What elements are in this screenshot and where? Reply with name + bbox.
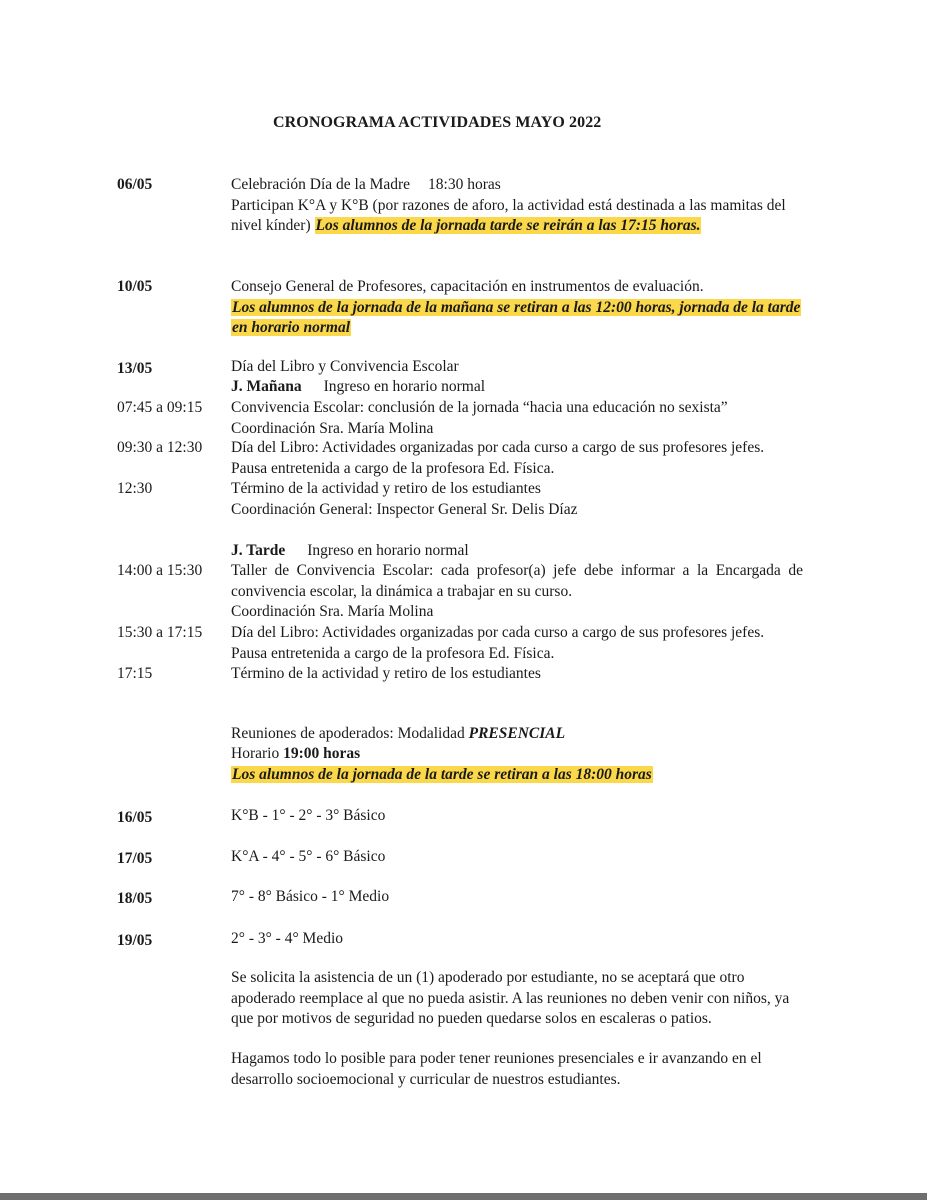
afternoon-shift-text: Ingreso en horario normal [307,542,469,559]
afternoon-activity-1 [231,561,803,623]
morning-activity-1-coord: Coordinación Sra. María Molina [231,419,434,437]
meeting-levels: 7° - 8° Básico - 1° Medio [231,888,390,905]
afternoon-shift [231,541,803,562]
morning-activity-1 [231,398,803,439]
scan-bottom-edge [0,1193,927,1200]
morning-activity-2: Día del Libro: Actividades organizadas por cada curso a cargo de sus profesores jefes. Pausa entretenida a cargo de la profesora Ed. Física. [231,439,765,477]
meeting-levels: 2° - 3° - 4° Medio [231,930,344,947]
event-06-05-name: Celebración Día de la Madre [231,176,411,193]
meeting-levels: K°B - 1° - 2° - 3° Básico [231,807,386,824]
morning-activity-3-text: Término de la actividad y retiro de los estudiantes [231,480,541,497]
meeting-date: 16/05 [117,809,153,826]
morning-shift-label: J. Mañana [231,378,302,395]
afternoon-activity-1-text: Taller de Convivencia Escolar: cada profesor(a) jefe debe informar a la Encargada de convivencia escolar, la dinámica a trabajar en su curso. [231,562,803,600]
morning-time-1: 07:45 a 09:15 [117,399,203,416]
meetings-closing: Hagamos todo lo posible para poder tener reuniones presenciales e ir avanzando en el desarrollo socioemocional y curricular de nuestros estudiantes. [231,1050,762,1088]
meetings-schedule-time: 19:00 horas [283,745,361,762]
afternoon-time-1: 14:00 a 15:30 [117,562,203,579]
meetings-note: Se solicita la asistencia de un (1) apoderado por estudiante, no se aceptará que otro apoderado reemplace al que no pueda asistir. A las reuniones no deben venir con niños, ya que por motivos de seguridad no pueden quedarse solos en escaleras o patios. [231,969,790,1027]
morning-activity-3 [231,479,803,520]
date-13-05: 13/05 [117,360,153,377]
meetings-highlight: Los alumnos de la jornada de la tarde se retiran a las 18:00 horas [232,766,652,783]
meetings-intro [231,724,803,745]
event-06-05-time: 18:30 horas [428,176,501,193]
morning-activity-1-text: Convivencia Escolar: conclusión de la jornada “hacia una educación no sexista” [231,399,728,416]
morning-shift-text: Ingreso en horario normal [323,378,486,395]
afternoon-activity-2: Día del Libro: Actividades organizadas por cada curso a cargo de sus profesores jefes. Pausa entretenida a cargo de la profesora Ed. Física. [231,624,765,662]
afternoon-time-2: 15:30 a 17:15 [117,624,203,641]
meetings-modality: PRESENCIAL [468,725,566,742]
event-06-05-highlight: Los alumnos de la jornada tarde se reirán a las 17:15 horas. [315,217,701,234]
morning-activity-3-coord: Coordinación General: Inspector General Sr. Delis Díaz [231,500,578,518]
event-10-05-body [231,298,803,339]
event-13-05-title: Día del Libro y Convivencia Escolar [231,358,459,375]
event-10-05-highlight: Los alumnos de la jornada de la mañana se retiran a las 12:00 horas, jornada de la tarde en horario normal [232,298,801,336]
morning-time-2: 09:30 a 12:30 [117,439,203,456]
meetings-schedule-label: Horario [231,745,280,762]
date-10-05: 10/05 [117,278,153,295]
afternoon-shift-label: J. Tarde [231,542,286,559]
date-06-05: 06/05 [117,176,153,193]
event-10-05 [231,277,803,339]
event-06-05 [231,175,803,237]
meetings-schedule [231,744,803,765]
meetings-intro-text: Reuniones de apoderados: Modalidad [231,725,465,742]
meeting-date: 17/05 [117,850,153,867]
meeting-date: 18/05 [117,890,153,907]
meeting-date: 19/05 [117,932,153,949]
meeting-levels: K°A - 4° - 5° - 6° Básico [231,848,386,865]
afternoon-activity-3: Término de la actividad y retiro de los estudiantes [231,665,541,682]
afternoon-activity-1-coord: Coordinación Sra. María Molina [231,603,434,620]
morning-time-3: 12:30 [117,480,153,497]
afternoon-time-3: 17:15 [117,665,153,682]
meetings-notice [231,765,803,786]
event-10-05-title: Consejo General de Profesores, capacitación en instrumentos de evaluación. [231,278,704,295]
morning-shift [231,377,803,398]
event-06-05-title [231,175,803,196]
document-title: CRONOGRAMA ACTIVIDADES MAYO 2022 [273,114,602,131]
event-06-05-body [231,196,803,237]
event-06-05-participants: Participan K°A y K°B (por razones de aforo, la actividad está destinada a las mamitas del nivel kínder) [231,196,786,234]
